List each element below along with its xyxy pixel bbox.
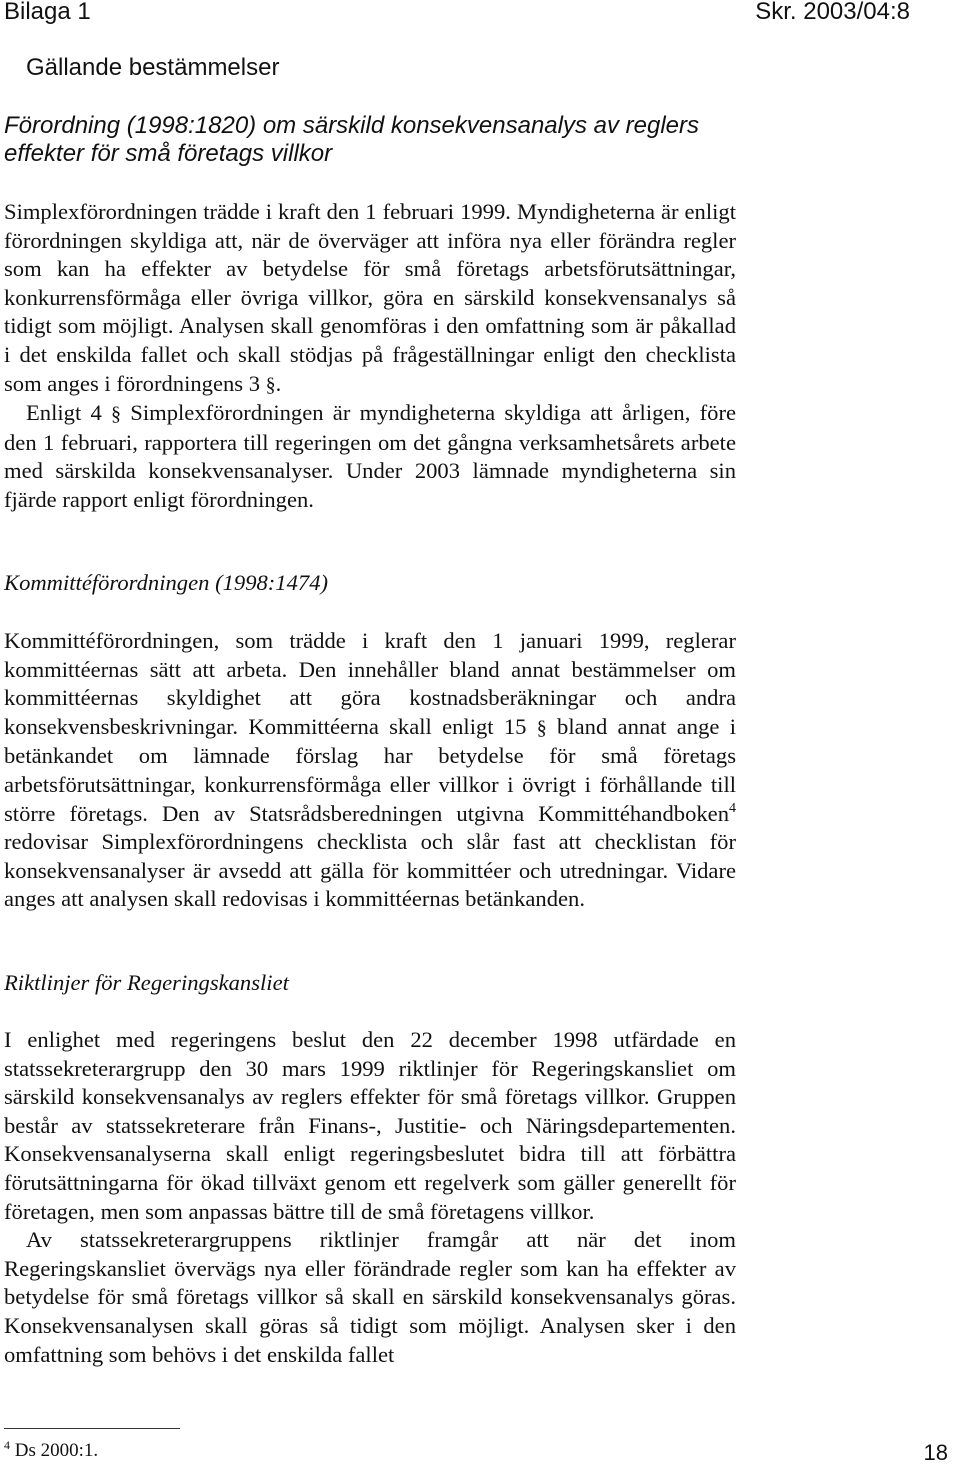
section-heading: Gällande bestämmelser bbox=[26, 54, 280, 81]
footnote bbox=[4, 1440, 98, 1462]
section2-paragraph-1 bbox=[4, 627, 736, 914]
section3-paragraph-1: I enlighet med regeringens beslut den 22 december 1998 utfärdade en statssekreterargrupp den 30 mars 1999 riktlinjer för Regeringskansliet om särskild konsekvensanalys av reglers effekter för små företags villkor. Gruppen består av statssekreterare från Finans-, Justitie- och Näringsdepartementen. Konsekvensanalyserna skall enligt regeringsbeslutet bidra till att förbättra förutsättningarna för ökad tillväxt genom ett regelverk som gäller generellt för företagen, men som anpassas bättre till de små företagens villkor. bbox=[4, 1027, 736, 1224]
header-left: Bilaga 1 bbox=[4, 0, 91, 25]
footnote-text: Ds 2000:1. bbox=[10, 1440, 99, 1461]
section2-title: Kommittéförordningen (1998:1474) bbox=[4, 570, 329, 595]
section2-p1-end: redovisar Simplexförordningens checklista och slår fast att checklistan för konsekvensanalyser är avsedd att gälla för kommittéer och utredningar. Vidare anges att analysen skall redovisas i kommittéernas betänkanden. bbox=[4, 829, 736, 912]
section1-p1-intro: Simplexförordningen trädde i kraft den 1 februari 1999. bbox=[4, 199, 511, 224]
section1-body bbox=[4, 198, 736, 515]
section1-paragraph-2 bbox=[4, 399, 736, 514]
section1-p1-end: . bbox=[275, 370, 282, 396]
section1-p2-start: Enligt 4 bbox=[26, 400, 112, 426]
footnote-reference[interactable]: 4 bbox=[729, 800, 736, 816]
footnote-number: 4 bbox=[4, 1438, 10, 1452]
section1-p2-rest: Simplexförordningen är myndigheterna skyldiga att årligen, före den 1 februari, rapportera till regeringen om det gångna verksamhetsårets arbete med särskilda konsekvensanalyser. Under 2003 lämnade myndigheterna sin fjärde rapport enligt förordningen. bbox=[4, 400, 737, 512]
section2-p1-start: Kommittéförordningen, som trädde i kraft den 1 januari 1999, reglerar kommittéernas sätt att arbeta. Den innehåller bland annat bestämmelser om kommittéernas skyldighet att göra kostnadsberäkningar och andra konsekvensbeskrivningar. Kommittéerna skall enligt 15 bbox=[4, 628, 736, 739]
section2-body bbox=[4, 627, 736, 914]
section-sign: § bbox=[536, 716, 547, 739]
section-sign: § bbox=[265, 373, 276, 396]
page-number: 18 bbox=[923, 1440, 948, 1465]
header-right: Skr. 2003/04:8 bbox=[755, 0, 910, 25]
section-sign: § bbox=[111, 403, 122, 426]
section3-title: Riktlinjer för Regeringskansliet bbox=[4, 970, 289, 995]
section3-body bbox=[4, 1026, 736, 1369]
section1-p1-obligation: Myndigheterna är enligt förordningen skyldiga att, när de överväger att införa nya eller förändra regler som kan ha effekter av betydelse för små företags arbetsförutsättningar, konkurrensförmåga eller övriga villkor, göra en särskild konsekvensanalys så tidigt som möjligt. bbox=[4, 199, 736, 339]
section2-p1-middle: bland annat ange i betänkandet om lämnade förslag har betydelse för små företags arbetsförutsättningar, konkurrensförmåga eller villkor i övrigt i förhållande till större företags. Den av Statsrådsberedningen utgivna Kommittéhandboken bbox=[4, 713, 736, 826]
section1-paragraph-1 bbox=[4, 198, 736, 399]
regulation-title-line1: Förordning (1998:1820) om särskild konsekvensanalys av reglers bbox=[4, 112, 700, 139]
section1-p1-analysis: Analysen skall genomföras i den omfattning som är påkallad i det enskilda fallet och skall stödjas på frågeställningar enligt den checklista som anges i förordningens 3 bbox=[4, 313, 737, 396]
section3-paragraph-2: Av statssekreterargruppens riktlinjer framgår att när det inom Regeringskansliet övervägs nya eller förändrade regler som kan ha effekter av betydelse för små företags villkor så skall en särskild konsekvensanalys göras. Konsekvensanalysen skall göras så tidigt som möjligt. Analysen sker i den omfattning som behövs i det enskilda fallet bbox=[4, 1227, 736, 1367]
footnote-divider bbox=[4, 1428, 180, 1429]
regulation-title-line2: effekter för små företags villkor bbox=[4, 140, 333, 167]
regulation-title bbox=[4, 112, 704, 168]
